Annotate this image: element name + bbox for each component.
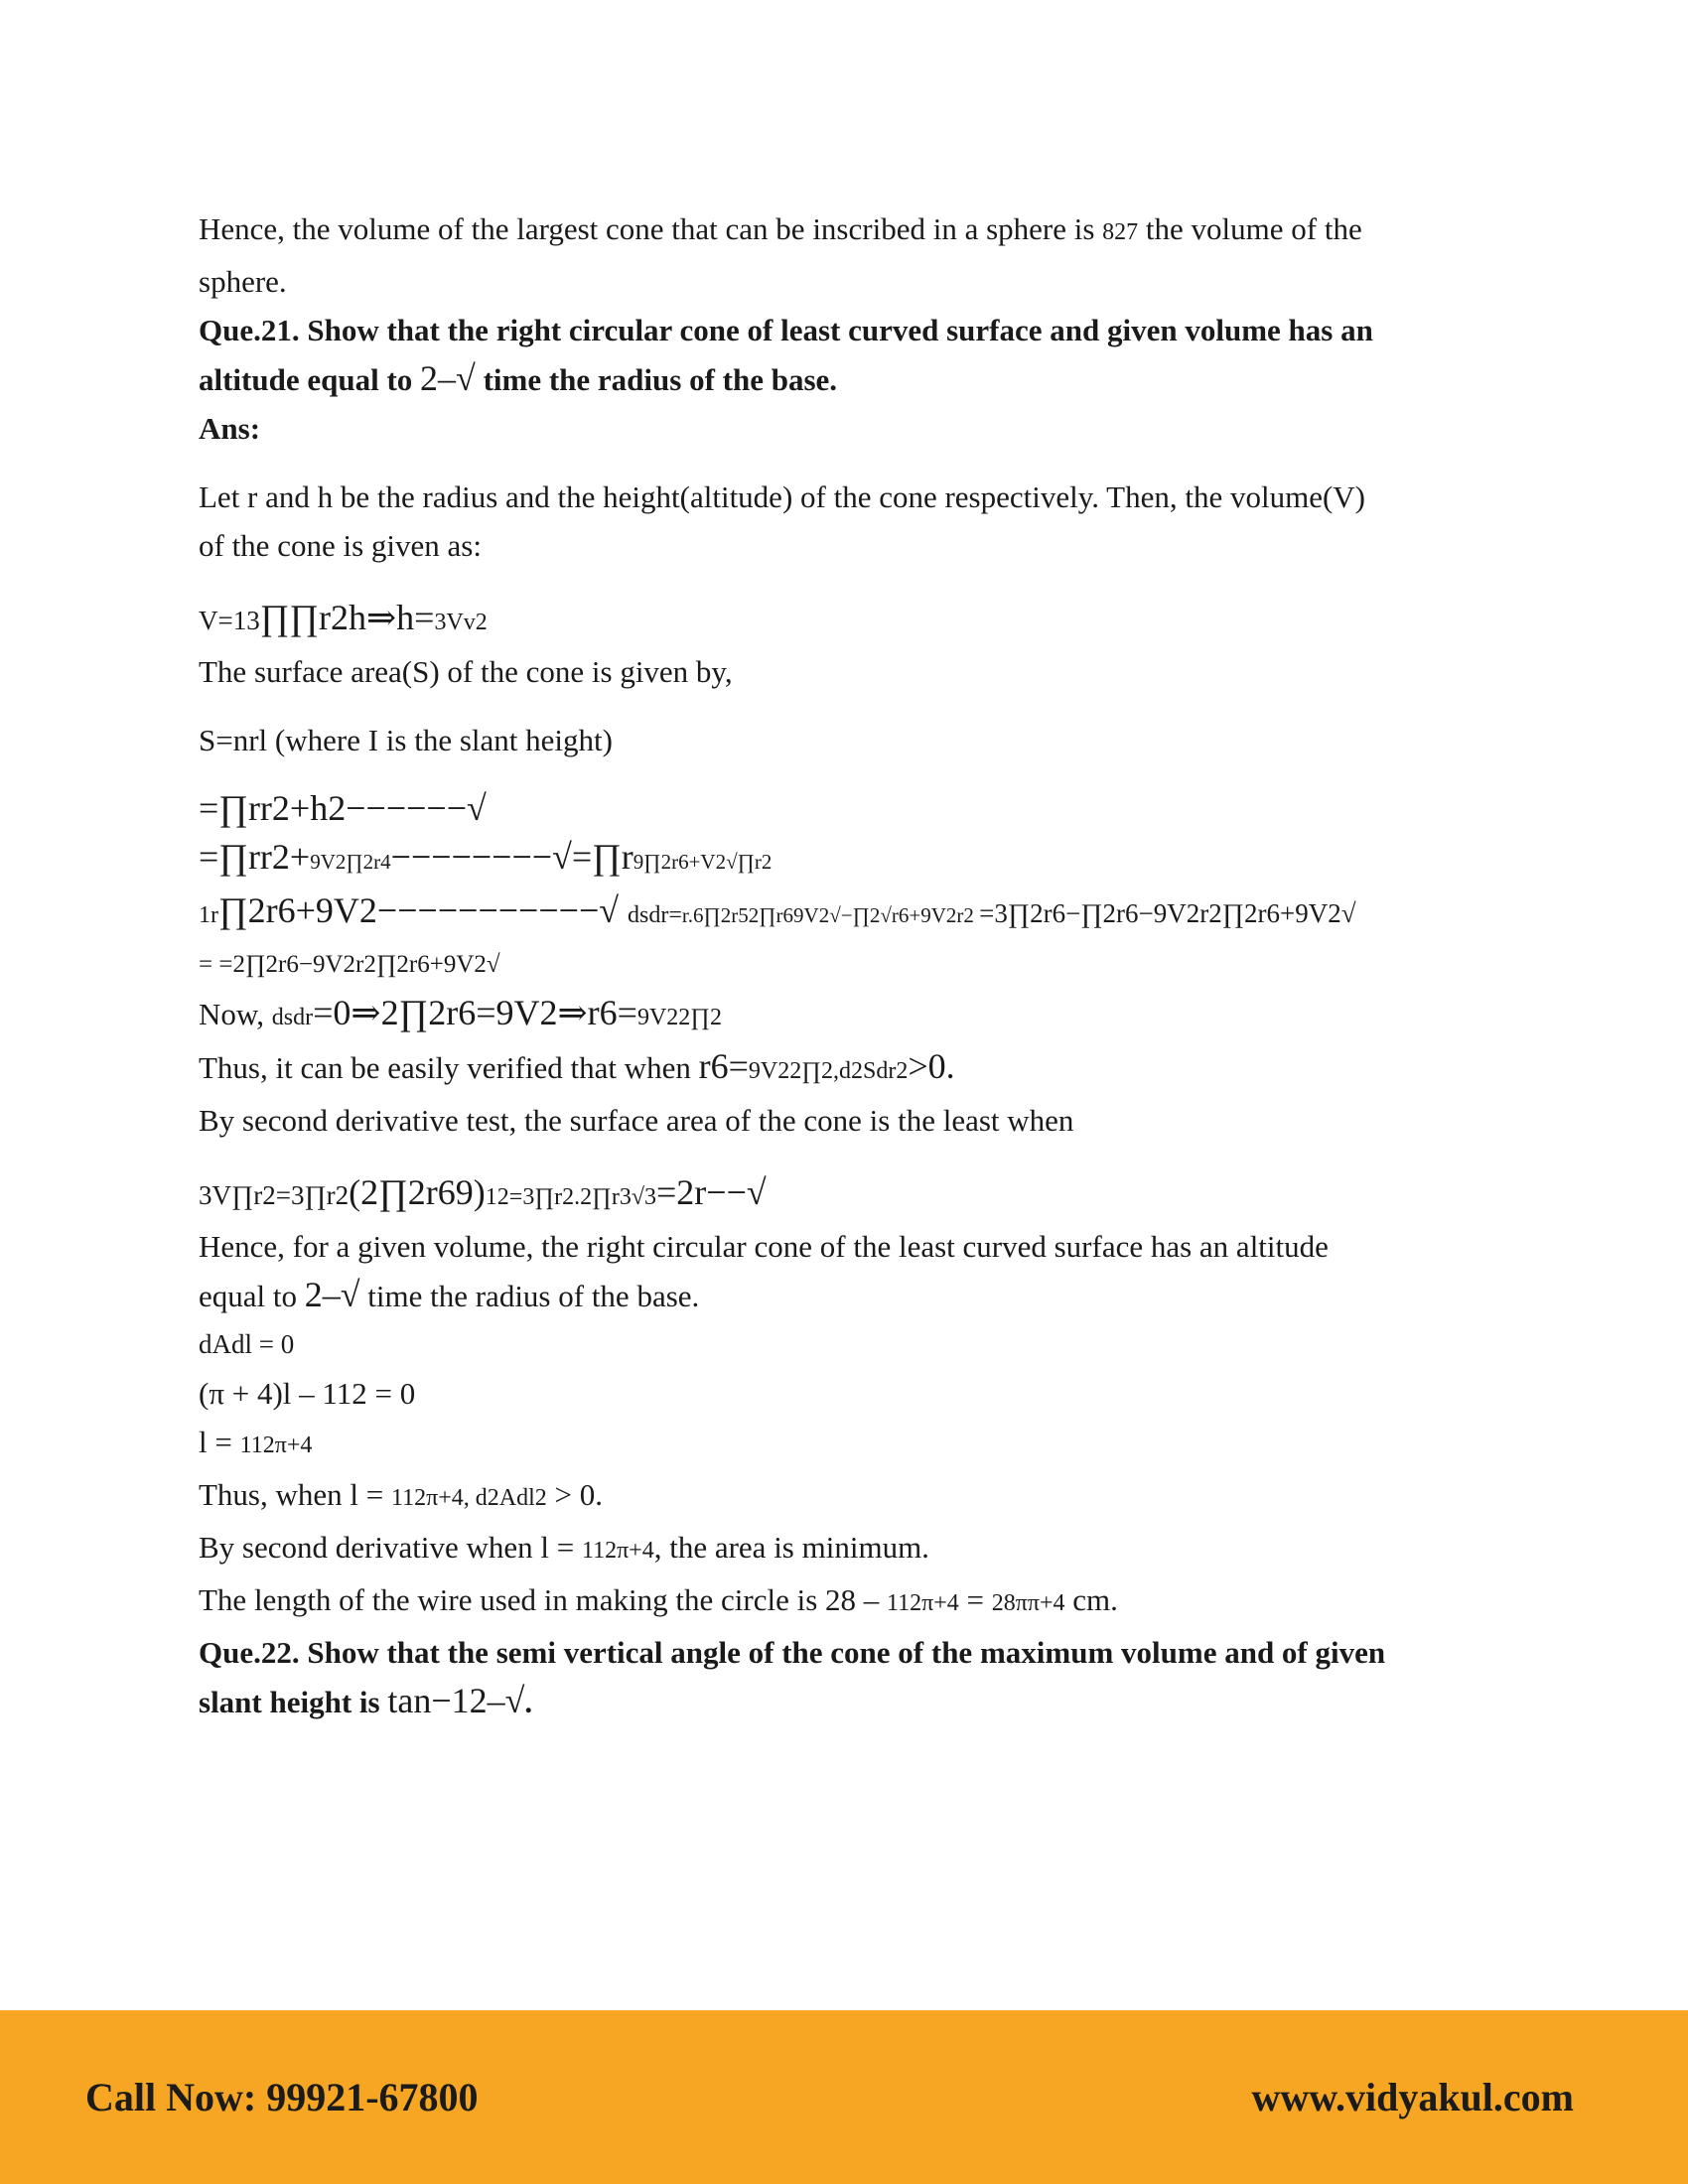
math-run: 12=3∏r2.2∏r3√3 (485, 1184, 656, 1210)
text-run: altitude equal to (199, 362, 421, 397)
text-run: > 0. (546, 1477, 603, 1512)
text-line: dAdl = 0 (199, 1329, 295, 1359)
math-run: >0. (908, 1046, 955, 1086)
math-run: 9V22∏2,d2Sdr2 (748, 1058, 909, 1084)
equation-now (199, 989, 1489, 1042)
text-run: Thus, when l = (199, 1477, 391, 1512)
text-run: slant height is (199, 1685, 388, 1719)
math-run: −−−−−−−−√=∏r (390, 837, 633, 877)
text-run: the volume of the (1138, 211, 1362, 246)
equation-surface-2 (199, 833, 1489, 887)
text-run: Thus, it can be easily verified that when (199, 1050, 699, 1085)
text-line (199, 1523, 1489, 1575)
text-run: By second derivative when l = (199, 1530, 582, 1565)
math-sqrt: 2–√ (304, 1275, 360, 1314)
text-line (199, 205, 1489, 257)
math-run: (2∏2r69) (349, 1172, 486, 1212)
math-run: 3Vv2 (434, 610, 488, 635)
text-line: of the cone is given as: (199, 528, 482, 563)
question-21-heading: Que.21. Show that the right circular cone of least curved surface and given volume has an (199, 313, 1373, 347)
text-run: Hence, the volume of the largest cone that can be inscribed in a sphere is (199, 211, 1103, 246)
equation-surface-1: =∏rr2+h2−−−−−−√ (199, 788, 487, 828)
text-run: time the radius of the base. (359, 1279, 700, 1313)
text-run: , the area is minimum. (653, 1530, 929, 1565)
math-run: 9V2∏2r4 (310, 850, 391, 874)
math-fraction: 827 (1102, 219, 1139, 245)
equation-height (199, 1168, 1489, 1222)
website-link[interactable]: www.vidyakul.com (1251, 2075, 1574, 2119)
math-run: 112π+4 (887, 1590, 959, 1616)
text-run: = (958, 1582, 992, 1617)
text-run: l = (199, 1425, 240, 1459)
text-line: The surface area(S) of the cone is given by, (199, 654, 733, 689)
math-run: ∏2r6+9V2−−−−−−−−−−−√ (218, 890, 629, 930)
text-line: Hence, for a given volume, the right circular cone of the least curved surface has an altitude (199, 1229, 1329, 1264)
math-run: 28ππ+4 (991, 1590, 1065, 1616)
text-run: Now, (199, 997, 272, 1031)
math-run: 112π+4 (581, 1538, 654, 1564)
text-line: By second derivative test, the surface area of the cone is the least when (199, 1103, 1074, 1138)
math-run: =2r−−√ (656, 1172, 767, 1212)
text-line: S=nrl (where I is the slant height) (199, 723, 613, 757)
text-line: Let r and h be the radius and the height(altitude) of the cone respectively. Then, the volume(V) (199, 479, 1366, 514)
text-line (199, 1575, 1489, 1628)
call-now-text[interactable]: Call Now: 99921-67800 (85, 2075, 479, 2119)
question-21-heading-cont (199, 354, 1489, 404)
math-run: 3V∏r2=3∏r2 (199, 1180, 350, 1210)
math-run: r6= (698, 1046, 749, 1086)
answer-label: Ans: (199, 411, 261, 446)
text-line: sphere. (199, 264, 287, 299)
text-line (199, 1470, 1489, 1523)
page-content (199, 205, 1489, 1726)
math-run: 9V22∏2 (636, 1005, 723, 1030)
math-run: 9∏2r6+V2√∏r2 (633, 850, 773, 874)
math-run: dsdr (271, 1005, 314, 1030)
text-run: . (524, 1685, 533, 1719)
math-run: 112π+4 (239, 1433, 313, 1458)
text-run: cm. (1064, 1582, 1118, 1617)
footer-bar (0, 2010, 1688, 2184)
equation-volume (199, 594, 1489, 647)
math-run: =0⇒2∏2r6=9V2⇒r6= (313, 993, 637, 1032)
math-run: tan−12–√ (387, 1681, 525, 1720)
text-line (199, 1271, 1489, 1320)
question-22-heading: Que.22. Show that the semi vertical angle of the cone of the maximum volume and of given (199, 1635, 1386, 1670)
equation-surface-4: = =2∏2r6−9V2r2∏2r6+9V2√ (199, 951, 500, 978)
math-run: =∏rr2+ (199, 837, 311, 877)
equation-surface-3 (199, 887, 1489, 940)
text-line (199, 1042, 1489, 1096)
math-run: 112π+4, d2Adl2 (391, 1485, 547, 1511)
text-line (199, 1418, 1489, 1470)
math-run: 1r (199, 902, 218, 928)
math-sqrt: 2–√ (420, 358, 476, 398)
text-run: time the radius of the base. (475, 362, 838, 397)
text-line: (π + 4)l – 112 = 0 (199, 1376, 416, 1411)
text-run: equal to (199, 1279, 305, 1313)
math-run: =3∏2r6−∏2r6−9V2r2∏2r6+9V2√ (979, 898, 1356, 928)
math-run: ∏∏r2h⇒h= (259, 598, 435, 637)
math-run: V=13 (199, 606, 260, 635)
math-run: r.6∏2r52∏r69V2√−∏2√r6+9V2r2 (681, 903, 980, 927)
text-run: The length of the wire used in making the circle is 28 – (199, 1582, 888, 1617)
math-run: dsdr= (628, 902, 682, 928)
question-22-heading-cont (199, 1677, 1489, 1726)
